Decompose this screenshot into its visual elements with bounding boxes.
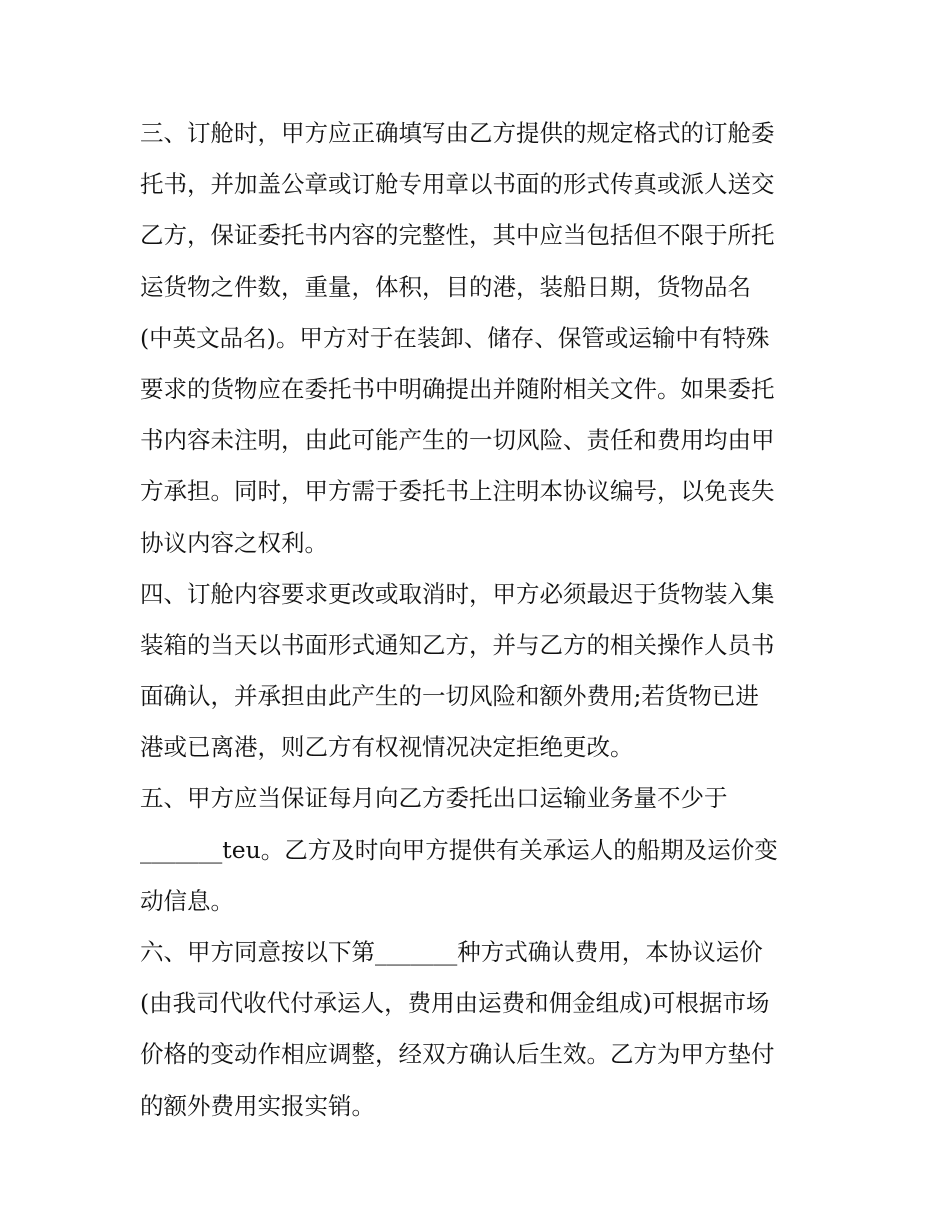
body-text [140, 108, 820, 1132]
text-line: 要求的货物应在委托书中明确提出并随附相关文件。如果委托 [140, 374, 775, 403]
text-line: 价格的变动作相应调整，经双方确认后生效。乙方为甲方垫付 [140, 1040, 775, 1069]
text-line: 书内容未注明，由此可能产生的一切风险、责任和费用均由甲 [140, 426, 775, 455]
text-line: 乙方，保证委托书内容的完整性，其中应当包括但不限于所托 [140, 221, 775, 250]
text-line: _______teu。乙方及时向甲方提供有关承运人的船期及运价变 [140, 835, 778, 864]
text-line: 五、甲方应当保证每月向乙方委托出口运输业务量不少于 [140, 784, 728, 813]
text-line: 运货物之件数，重量，体积，目的港，装船日期，货物品名 [140, 272, 751, 301]
text-line: (由我司代收代付承运人，费用由运费和佣金组成)可根据市场 [140, 989, 770, 1018]
text-line: 港或已离港，则乙方有权视情况决定拒绝更改。 [140, 733, 634, 762]
text-line: 动信息。 [140, 886, 234, 915]
text-line: 面确认，并承担由此产生的一切风险和额外费用;若货物已进 [140, 682, 759, 711]
text-line: 的额外费用实报实销。 [140, 1091, 375, 1120]
text-line: 三、订舱时，甲方应正确填写由乙方提供的规定格式的订舱委 [140, 119, 775, 147]
text-line: 方承担。同时，甲方需于委托书上注明本协议编号，以免丧失 [140, 477, 775, 506]
text-line: 协议内容之权利。 [140, 528, 328, 557]
text-line: 托书，并加盖公章或订舱专用章以书面的形式传真或派人送交 [140, 170, 775, 199]
text-line: (中英文品名)。甲方对于在装卸、储存、保管或运输中有特殊 [140, 323, 770, 352]
text-line: 四、订舱内容要求更改或取消时，甲方必须最迟于货物装入集 [140, 579, 775, 608]
text-line: 六、甲方同意按以下第_______种方式确认费用，本协议运价 [140, 938, 763, 966]
text-line: 装箱的当天以书面形式通知乙方，并与乙方的相关操作人员书 [140, 630, 775, 659]
